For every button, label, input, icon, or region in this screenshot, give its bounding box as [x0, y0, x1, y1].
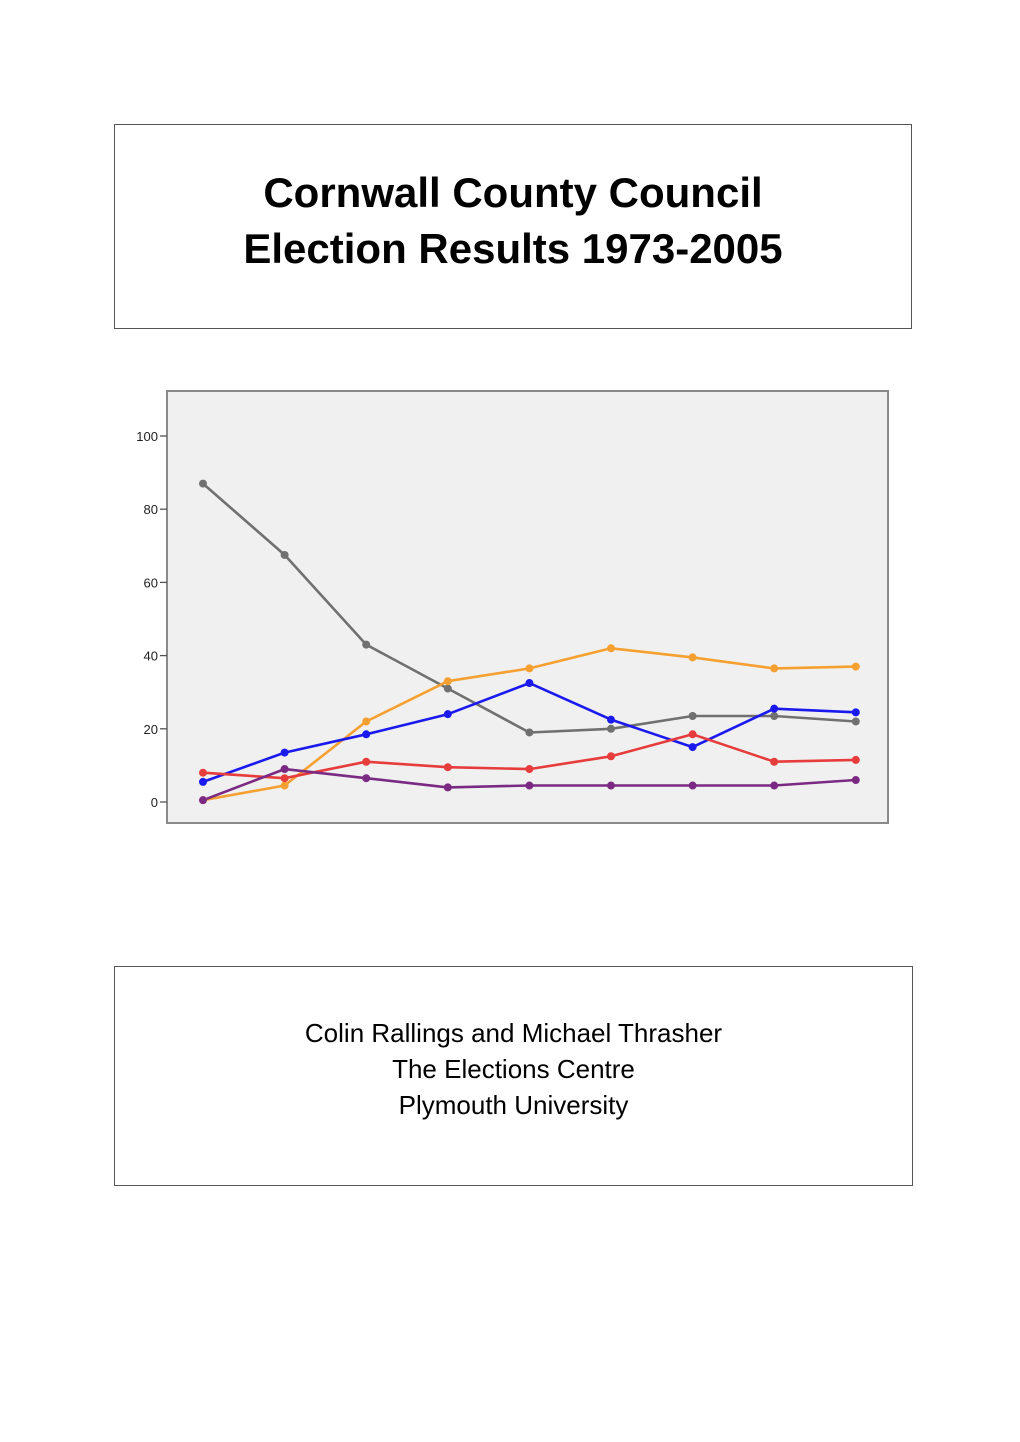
data-point	[770, 664, 778, 672]
data-point	[199, 796, 207, 804]
data-point	[444, 710, 452, 718]
data-point	[689, 730, 697, 738]
data-point	[852, 756, 860, 764]
data-point	[444, 677, 452, 685]
author-organisation: The Elections Centre	[392, 1054, 635, 1084]
line-chart	[120, 380, 900, 830]
data-point	[281, 765, 289, 773]
data-point	[607, 716, 615, 724]
data-point	[281, 749, 289, 757]
data-point	[852, 717, 860, 725]
data-point	[281, 782, 289, 790]
data-point	[525, 765, 533, 773]
data-point	[525, 664, 533, 672]
y-tick-label: 100	[136, 429, 158, 444]
data-point	[362, 730, 370, 738]
author-names: Colin Rallings and Michael Thrasher	[304, 1018, 723, 1048]
data-point	[689, 712, 697, 720]
data-point	[852, 708, 860, 716]
data-point	[362, 641, 370, 649]
data-point	[444, 763, 452, 771]
y-tick-label: 80	[143, 502, 158, 518]
data-point	[607, 752, 615, 760]
data-point	[281, 551, 289, 559]
plot-area	[167, 391, 888, 823]
y-tick-label: 20	[143, 721, 158, 737]
data-point	[525, 728, 533, 736]
data-point	[607, 725, 615, 733]
data-point	[444, 685, 452, 693]
title-box	[114, 124, 912, 329]
data-point	[770, 782, 778, 790]
data-point	[852, 776, 860, 784]
title-line-2: Election Results 1973-2005	[243, 225, 783, 272]
data-point	[362, 774, 370, 782]
data-point	[525, 782, 533, 790]
author-box	[114, 966, 913, 1186]
data-point	[607, 782, 615, 790]
data-point	[199, 480, 207, 488]
data-point	[362, 717, 370, 725]
data-point	[199, 769, 207, 777]
data-point	[770, 705, 778, 713]
chart-svg	[120, 380, 900, 830]
data-point	[770, 758, 778, 766]
data-point	[770, 712, 778, 720]
author-university: Plymouth University	[398, 1090, 629, 1120]
data-point	[525, 679, 533, 687]
y-tick-label: 60	[143, 575, 158, 591]
data-point	[852, 663, 860, 671]
data-point	[689, 743, 697, 751]
author-lines	[115, 1015, 912, 1123]
data-point	[444, 783, 452, 791]
y-tick-label: 0	[150, 795, 158, 810]
data-point	[362, 758, 370, 766]
data-point	[199, 778, 207, 786]
data-point	[281, 774, 289, 782]
y-tick-label: 40	[143, 648, 158, 664]
data-point	[689, 782, 697, 790]
data-point	[689, 653, 697, 661]
data-point	[607, 644, 615, 652]
title-line-1: Cornwall County Council	[263, 169, 763, 216]
